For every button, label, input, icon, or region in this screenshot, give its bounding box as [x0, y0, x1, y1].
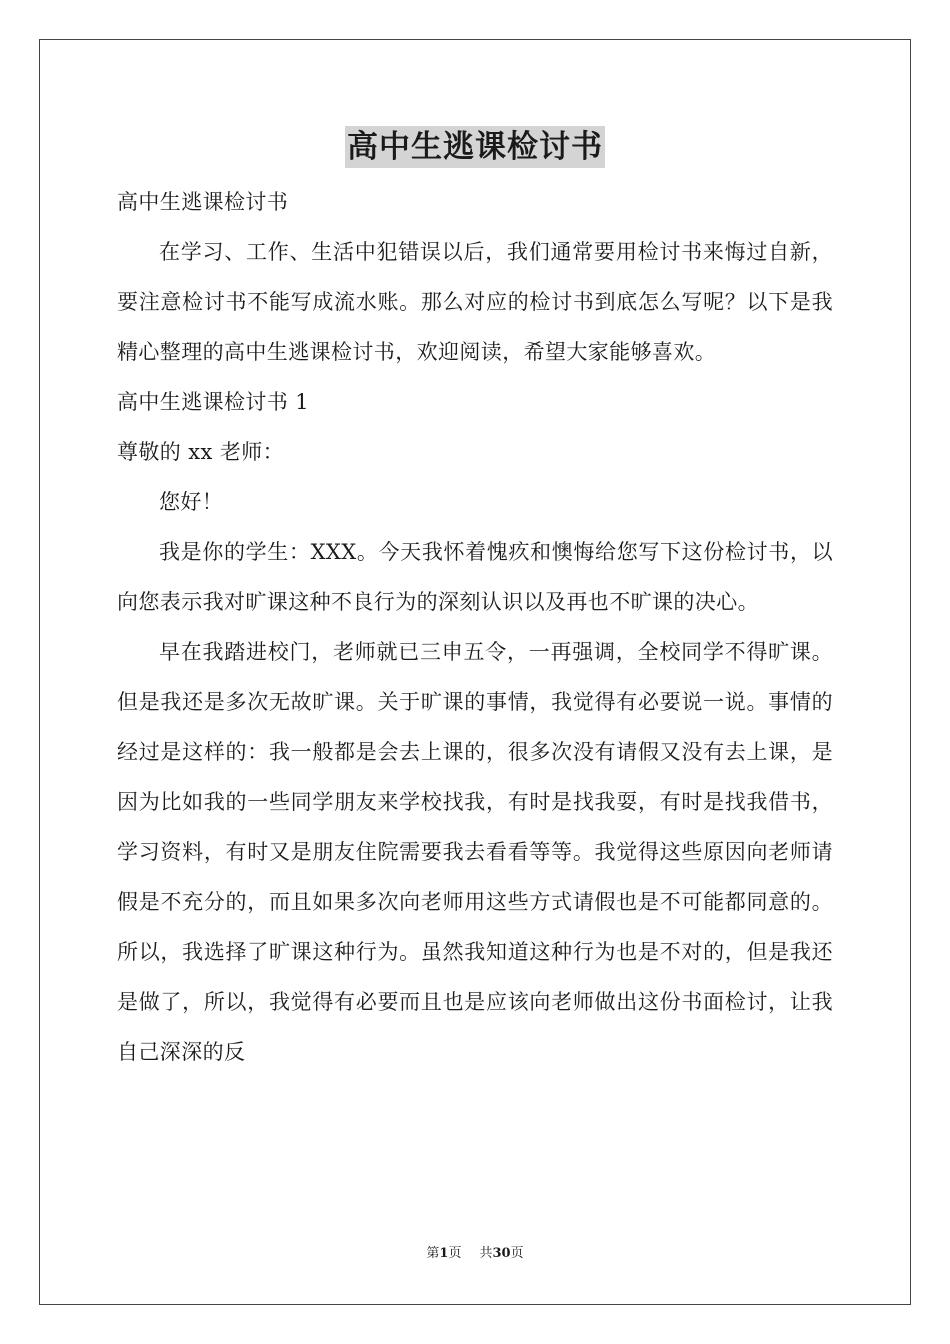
paragraph: 尊敬的 xx 老师：	[117, 440, 285, 464]
paragraph: 高中生逃课检讨书 1	[117, 390, 310, 414]
paragraph: 在学习、工作、生活中犯错误以后，我们通常要用检讨书来悔过自新，要注意检讨书不能写成流水账。那么对应的检讨书到底怎么写呢？以下是我精心整理的高中生逃课检讨书，欢迎阅读，希望大家能够喜欢。	[117, 240, 833, 364]
paragraph: 我是你的学生：XXX。今天我怀着愧疚和懊悔给您写下这份检讨书，以向您表示我对旷课这种不良行为的深刻认识以及再也不旷课的决心。	[117, 540, 833, 614]
total-page-count: 30	[492, 1246, 511, 1261]
paragraph: 高中生逃课检讨书	[117, 190, 289, 214]
page-prefix: 第	[426, 1246, 440, 1261]
total-prefix: 共	[479, 1246, 493, 1261]
current-page-number: 1	[439, 1246, 449, 1261]
document-body	[117, 177, 833, 1077]
page-suffix: 页	[448, 1246, 462, 1261]
document-title: 高中生逃课检讨书	[345, 126, 605, 168]
paragraph: 早在我踏进校门，老师就已三申五令，一再强调，全校同学不得旷课。但是我还是多次无故旷课。关于旷课的事情，我觉得有必要说一说。事情的经过是这样的：我一般都是会去上课的，很多次没有请假又没有去上课，是因为比如我的一些同学朋友来学校找我，有时是找我耍，有时是找我借书，学习资料，有时又是朋友住院需要我去看看等等。我觉得这些原因向老师请假是不充分的，而且如果多次向老师用这些方式请假也是不可能都同意的。所以，我选择了旷课这种行为。虽然我知道这种行为也是不对的，但是我还是做了，所以，我觉得有必要而且也是应该向老师做出这份书面检讨，让我自己深深的反	[117, 640, 833, 1064]
page-footer	[0, 1244, 950, 1264]
title-container	[0, 126, 950, 168]
total-suffix: 页	[510, 1246, 524, 1261]
paragraph: 您好！	[159, 490, 224, 514]
